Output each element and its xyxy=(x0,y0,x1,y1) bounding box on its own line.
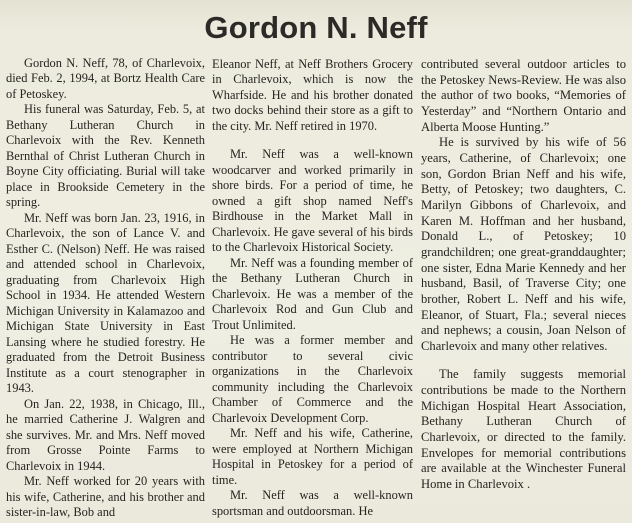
paragraph: He was a former member and contributor to several civic organizations in the Charlevoix community including the Charlevoix Chamber of Commerce and the Charlevoix Development Corp. xyxy=(212,333,413,425)
paragraph: Eleanor Neff, at Neff Brothers Grocery in Charlevoix, which is now the Wharfside. He and his brother donated two docks behind their store as a gift to the city. Mr. Neff retired in 1970. xyxy=(212,57,413,133)
paragraph: The family suggests memorial contributions be made to the Northern Michigan Hospital Heart Association, Bethany Lutheran Church of Charlevoix, or directed to the family. Envelopes for memorial contributions are available at the Winchester Funeral Home in Charlevoix . xyxy=(421,367,626,492)
paragraph: Mr. Neff and his wife, Catherine, were employed at Northern Michigan Hospital in Petoskey for a period of time. xyxy=(212,426,413,487)
headline: Gordon N. Neff xyxy=(204,10,428,45)
paragraph: Mr. Neff worked for 20 years with his wife, Catherine, and his brother and sister-in-law, Bob and xyxy=(6,474,205,520)
paragraph: Mr. Neff was a well-known woodcarver and worked primarily in shore birds. For a period of time, he owned a gift shop named Neff's Birdhouse in the Market Mall in Charlevoix. He gave several of his birds to the Charlevoix Historical Society. xyxy=(212,147,413,255)
paragraph: Gordon N. Neff, 78, of Charlevoix, died Feb. 2, 1994, at Bortz Health Care of Petoskey. xyxy=(6,56,205,101)
column-1 xyxy=(6,56,205,521)
column-2 xyxy=(212,57,413,519)
paragraph: He is survived by his wife of 56 years, Catherine, of Charlevoix; one son, Gordon Brian Neff and his wife, Betty, of Petoskey; two daughters, C. Marilyn Gibbons of Charlevoix, and Karen M. Hoffman and her husband, Donald L., of Petoskey; 10 grandchildren; one great-granddaughter; one sister, Edna Marie Kennedy and her husband, Basil, of Traverse City; one brother, Robert L. Neff and his wife, Eleanor, of Stuart, Fla.; several nieces and nephews; a cousin, Joan Nelson of Charlevoix and many other relatives. xyxy=(421,135,626,353)
paragraph: contributed several outdoor articles to the Petoskey News-Review. He was also the author of two books, “Memories of Yesterday” and “Northern Ontario and Alberta Moose Hunting.” xyxy=(421,57,626,134)
paragraph: Mr. Neff was a founding member of the Bethany Lutheran Church in Charlevoix. He was a member of the Charlevoix Rod and Gun Club and Trout Unlimited. xyxy=(212,255,413,332)
paragraph: His funeral was Saturday, Feb. 5, at Bethany Lutheran Church in Charlevoix with the Rev. Kenneth Bernthal of Christ Lutheran Church in Boyne City officiating. Burial will take place in Brookside Cemetery in the spring. xyxy=(6,102,205,210)
column-3 xyxy=(421,57,626,493)
paragraph: Mr. Neff was born Jan. 23, 1916, in Charlevoix, the son of Lance V. and Esther C. (Nelson) Neff. He was raised and attended school in Charlevoix, graduating from Charlevoix High School in 1934. He attended Western Michigan University in Kalamazoo and Michigan State University in East Lansing where he studied forestry. He graduated from the Detroit Business Institute as a court stenographer in 1943. xyxy=(6,210,205,396)
paragraph: On Jan. 22, 1938, in Chicago, Ill., he married Catherine J. Walgren and she survives. Mr. and Mrs. Neff moved from Grosse Pointe Farms to Charlevoix in 1944. xyxy=(6,396,205,473)
paragraph: Mr. Neff was a well-known sportsman and outdoorsman. He xyxy=(212,488,413,518)
